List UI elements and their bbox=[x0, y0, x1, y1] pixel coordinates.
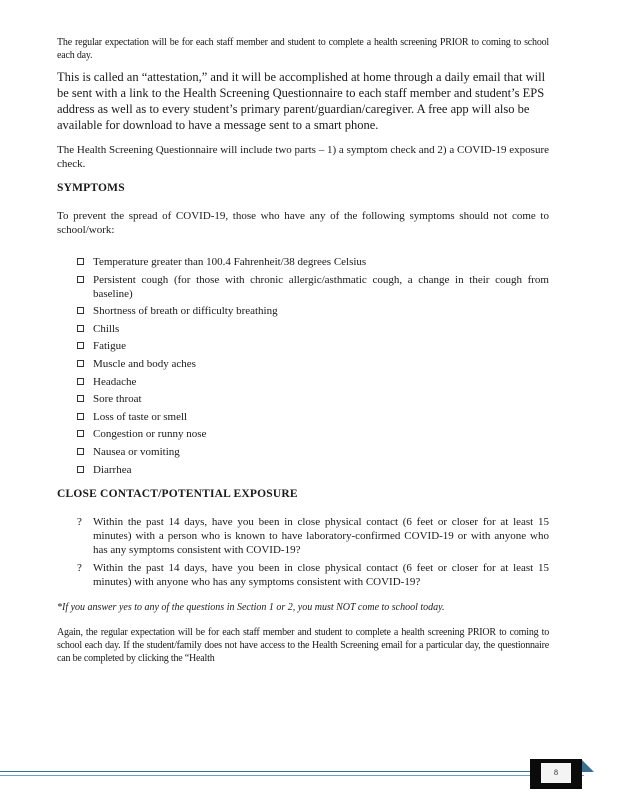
close-contact-heading: CLOSE CONTACT/POTENTIAL EXPOSURE bbox=[57, 487, 298, 500]
checkbox-icon bbox=[77, 360, 84, 367]
list-item: ? Within the past 14 days, have you been in close physical contact (6 feet or closer for at least 15 minutes) with a person who is known to have laboratory-confirmed COVID-19 or with anyone who has any symptoms consistent with COVID-19? bbox=[77, 515, 549, 556]
list-item: Chills bbox=[77, 322, 549, 336]
intro-paragraph: The regular expectation will be for each staff member and student to complete a health screening PRIOR to coming to school each day. bbox=[57, 37, 549, 61]
checkbox-icon bbox=[77, 307, 84, 314]
footer-corner-decoration bbox=[582, 760, 594, 772]
document-page bbox=[57, 36, 549, 665]
checkbox-icon bbox=[77, 276, 84, 283]
checkbox-icon bbox=[77, 448, 84, 455]
list-item: ? Within the past 14 days, have you been in close physical contact (6 feet or closer for at least 15 minutes) with anyone who has any symptoms consistent with COVID-19? bbox=[77, 561, 549, 588]
questionnaire-paragraph: The Health Screening Questionnaire will include two parts – 1) a symptom check and 2) a COVID-19 exposure check. bbox=[57, 144, 549, 170]
checkbox-icon bbox=[77, 378, 84, 385]
footer-rule bbox=[0, 771, 584, 772]
checkbox-icon bbox=[77, 430, 84, 437]
page-number: 8 bbox=[541, 763, 571, 783]
footer-rule-secondary bbox=[0, 775, 584, 776]
list-item: Loss of taste or smell bbox=[77, 410, 549, 424]
list-item: Temperature greater than 100.4 Fahrenheit/38 degrees Celsius bbox=[77, 255, 549, 269]
exposure-questions bbox=[57, 515, 549, 589]
checkbox-icon bbox=[77, 325, 84, 332]
symptoms-intro: To prevent the spread of COVID-19, those who have any of the following symptoms should not come to school/work: bbox=[57, 210, 549, 236]
checkbox-icon bbox=[77, 466, 84, 473]
list-item: Nausea or vomiting bbox=[77, 445, 549, 459]
closing-paragraph: Again, the regular expectation will be for each staff member and student to complete a health screening PRIOR to coming to school each day. If the student/family does not have access to the Health Screening email for a particular day, the questionnaire can be completed by clicking the “Health bbox=[57, 626, 549, 664]
question-marker: ? bbox=[77, 515, 82, 528]
list-item: Headache bbox=[77, 375, 549, 389]
list-item: Muscle and body aches bbox=[77, 357, 549, 371]
symptoms-list bbox=[57, 255, 549, 477]
checkbox-icon bbox=[77, 395, 84, 402]
checkbox-icon bbox=[77, 342, 84, 349]
list-item: Persistent cough (for those with chronic allergic/asthmatic cough, a change in their cough from baseline) bbox=[77, 273, 549, 301]
attestation-paragraph: This is called an “attestation,” and it will be accomplished at home through a daily email that will be sent with a link to the Health Screening Questionnaire to each staff member and student’s EPS address as well as to every student’s primary parent/guardian/caregiver. A free app will also be available for download to have a message sent to a smart phone. bbox=[57, 70, 546, 132]
list-item: Congestion or runny nose bbox=[77, 427, 549, 441]
list-item: Sore throat bbox=[77, 392, 549, 406]
list-item: Shortness of breath or difficulty breathing bbox=[77, 304, 549, 318]
attestation-note: *If you answer yes to any of the questions in Section 1 or 2, you must NOT come to school today. bbox=[57, 601, 445, 613]
list-item: Fatigue bbox=[77, 339, 549, 353]
question-marker: ? bbox=[77, 561, 82, 574]
symptoms-heading: SYMPTOMS bbox=[57, 182, 125, 194]
list-item: Diarrhea bbox=[77, 463, 549, 477]
checkbox-icon bbox=[77, 413, 84, 420]
checkbox-icon bbox=[77, 258, 84, 265]
